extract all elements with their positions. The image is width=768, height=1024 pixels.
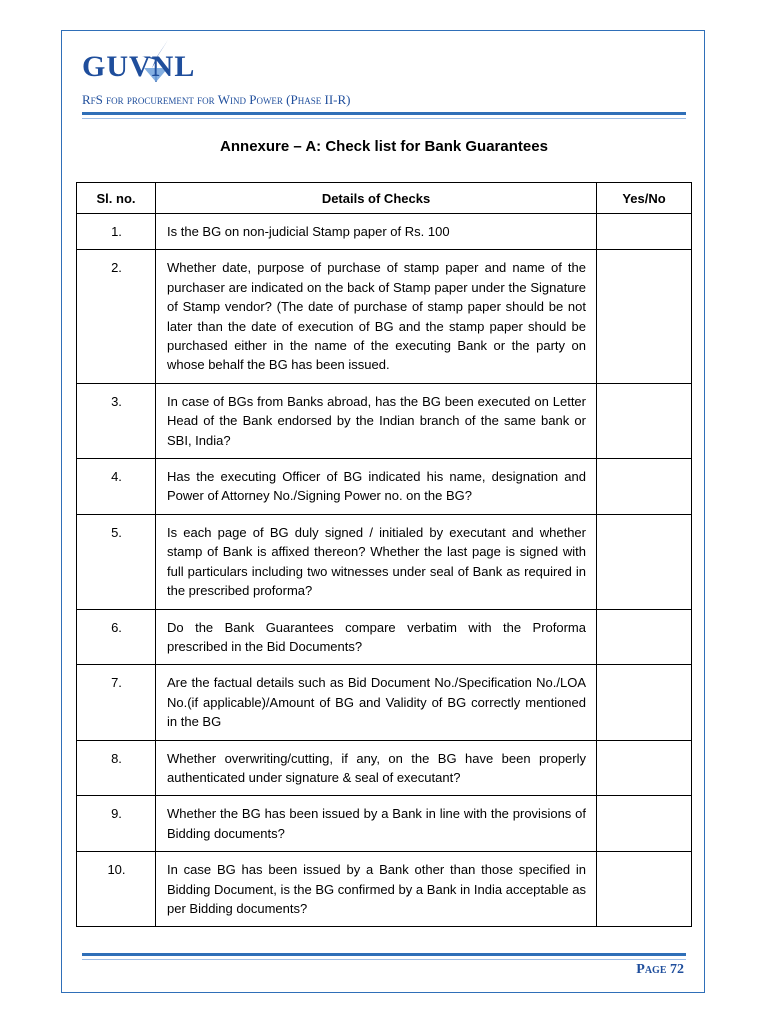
table-row: [77, 383, 692, 458]
row-sl-no: 4.: [77, 459, 156, 515]
bank-guarantee-checklist-table: [76, 182, 692, 927]
table-row: [77, 250, 692, 383]
table-row: [77, 796, 692, 852]
row-sl-no: 6.: [77, 609, 156, 665]
table-row: [77, 214, 692, 250]
table-row: [77, 609, 692, 665]
column-header-details: Details of Checks: [156, 183, 597, 214]
row-details: In case of BGs from Banks abroad, has the BG been executed on Letter Head of the Bank endorsed by the Indian branch of the same bank or SBI, India?: [156, 383, 597, 458]
row-yes-no-cell[interactable]: [597, 383, 692, 458]
row-yes-no-cell[interactable]: [597, 514, 692, 609]
table-row: [77, 852, 692, 927]
row-details: Has the executing Officer of BG indicated his name, designation and Power of Attorney No./Signing Power no. on the BG?: [156, 459, 597, 515]
page-title: Annexure – A: Check list for Bank Guarantees: [220, 138, 548, 155]
page-number: Page 72: [636, 962, 684, 977]
guvnl-logo: [82, 38, 232, 88]
document-subtitle: RfS for procurement for Wind Power (Phase II-R): [82, 92, 351, 107]
row-sl-no: 3.: [77, 383, 156, 458]
table-row: [77, 665, 692, 740]
row-details: Whether the BG has been issued by a Bank in line with the provisions of Bidding documents?: [156, 796, 597, 852]
row-sl-no: 1.: [77, 214, 156, 250]
table-row: [77, 459, 692, 515]
row-sl-no: 2.: [77, 250, 156, 383]
table-row: [77, 514, 692, 609]
column-header-yes-no: Yes/No: [597, 183, 692, 214]
logo-text: GUVNL: [82, 50, 196, 83]
row-yes-no-cell[interactable]: [597, 609, 692, 665]
row-yes-no-cell[interactable]: [597, 214, 692, 250]
row-yes-no-cell[interactable]: [597, 852, 692, 927]
row-sl-no: 8.: [77, 740, 156, 796]
footer-divider-thin: [82, 959, 686, 960]
row-details: Whether overwriting/cutting, if any, on the BG have been properly authenticated under signature & seal of executant?: [156, 740, 597, 796]
header-divider-thin: [82, 118, 686, 119]
row-details: Is the BG on non-judicial Stamp paper of Rs. 100: [156, 214, 597, 250]
header-divider: [82, 112, 686, 115]
column-header-sl-no: Sl. no.: [77, 183, 156, 214]
row-sl-no: 9.: [77, 796, 156, 852]
row-sl-no: 5.: [77, 514, 156, 609]
row-yes-no-cell[interactable]: [597, 740, 692, 796]
row-yes-no-cell[interactable]: [597, 665, 692, 740]
row-details: Are the factual details such as Bid Document No./Specification No./LOA No.(if applicable)/Amount of BG and Validity of BG correctly mentioned in the BG: [156, 665, 597, 740]
row-yes-no-cell[interactable]: [597, 250, 692, 383]
row-sl-no: 10.: [77, 852, 156, 927]
footer-divider: [82, 953, 686, 956]
row-sl-no: 7.: [77, 665, 156, 740]
row-yes-no-cell[interactable]: [597, 796, 692, 852]
row-details: Is each page of BG duly signed / initialed by executant and whether stamp of Bank is affixed thereon? Whether the last page is signed with full particulars including two witnesses under seal of Bank as required in the prescribed proforma?: [156, 514, 597, 609]
row-details: In case BG has been issued by a Bank other than those specified in Bidding Document, is the BG confirmed by a Bank in India acceptable as per Bidding documents?: [156, 852, 597, 927]
row-yes-no-cell[interactable]: [597, 459, 692, 515]
row-details: Whether date, purpose of purchase of stamp paper and name of the purchaser are indicated on the back of Stamp paper under the Signature of Stamp vendor? (The date of purchase of stamp paper should be not later than the date of execution of BG and the stamp paper should be purchased either in the name of the executing Bank or the party on whose behalf the BG has been issued.: [156, 250, 597, 383]
table-header-row: [77, 183, 692, 214]
table-row: [77, 740, 692, 796]
row-details: Do the Bank Guarantees compare verbatim with the Proforma prescribed in the Bid Documents?: [156, 609, 597, 665]
